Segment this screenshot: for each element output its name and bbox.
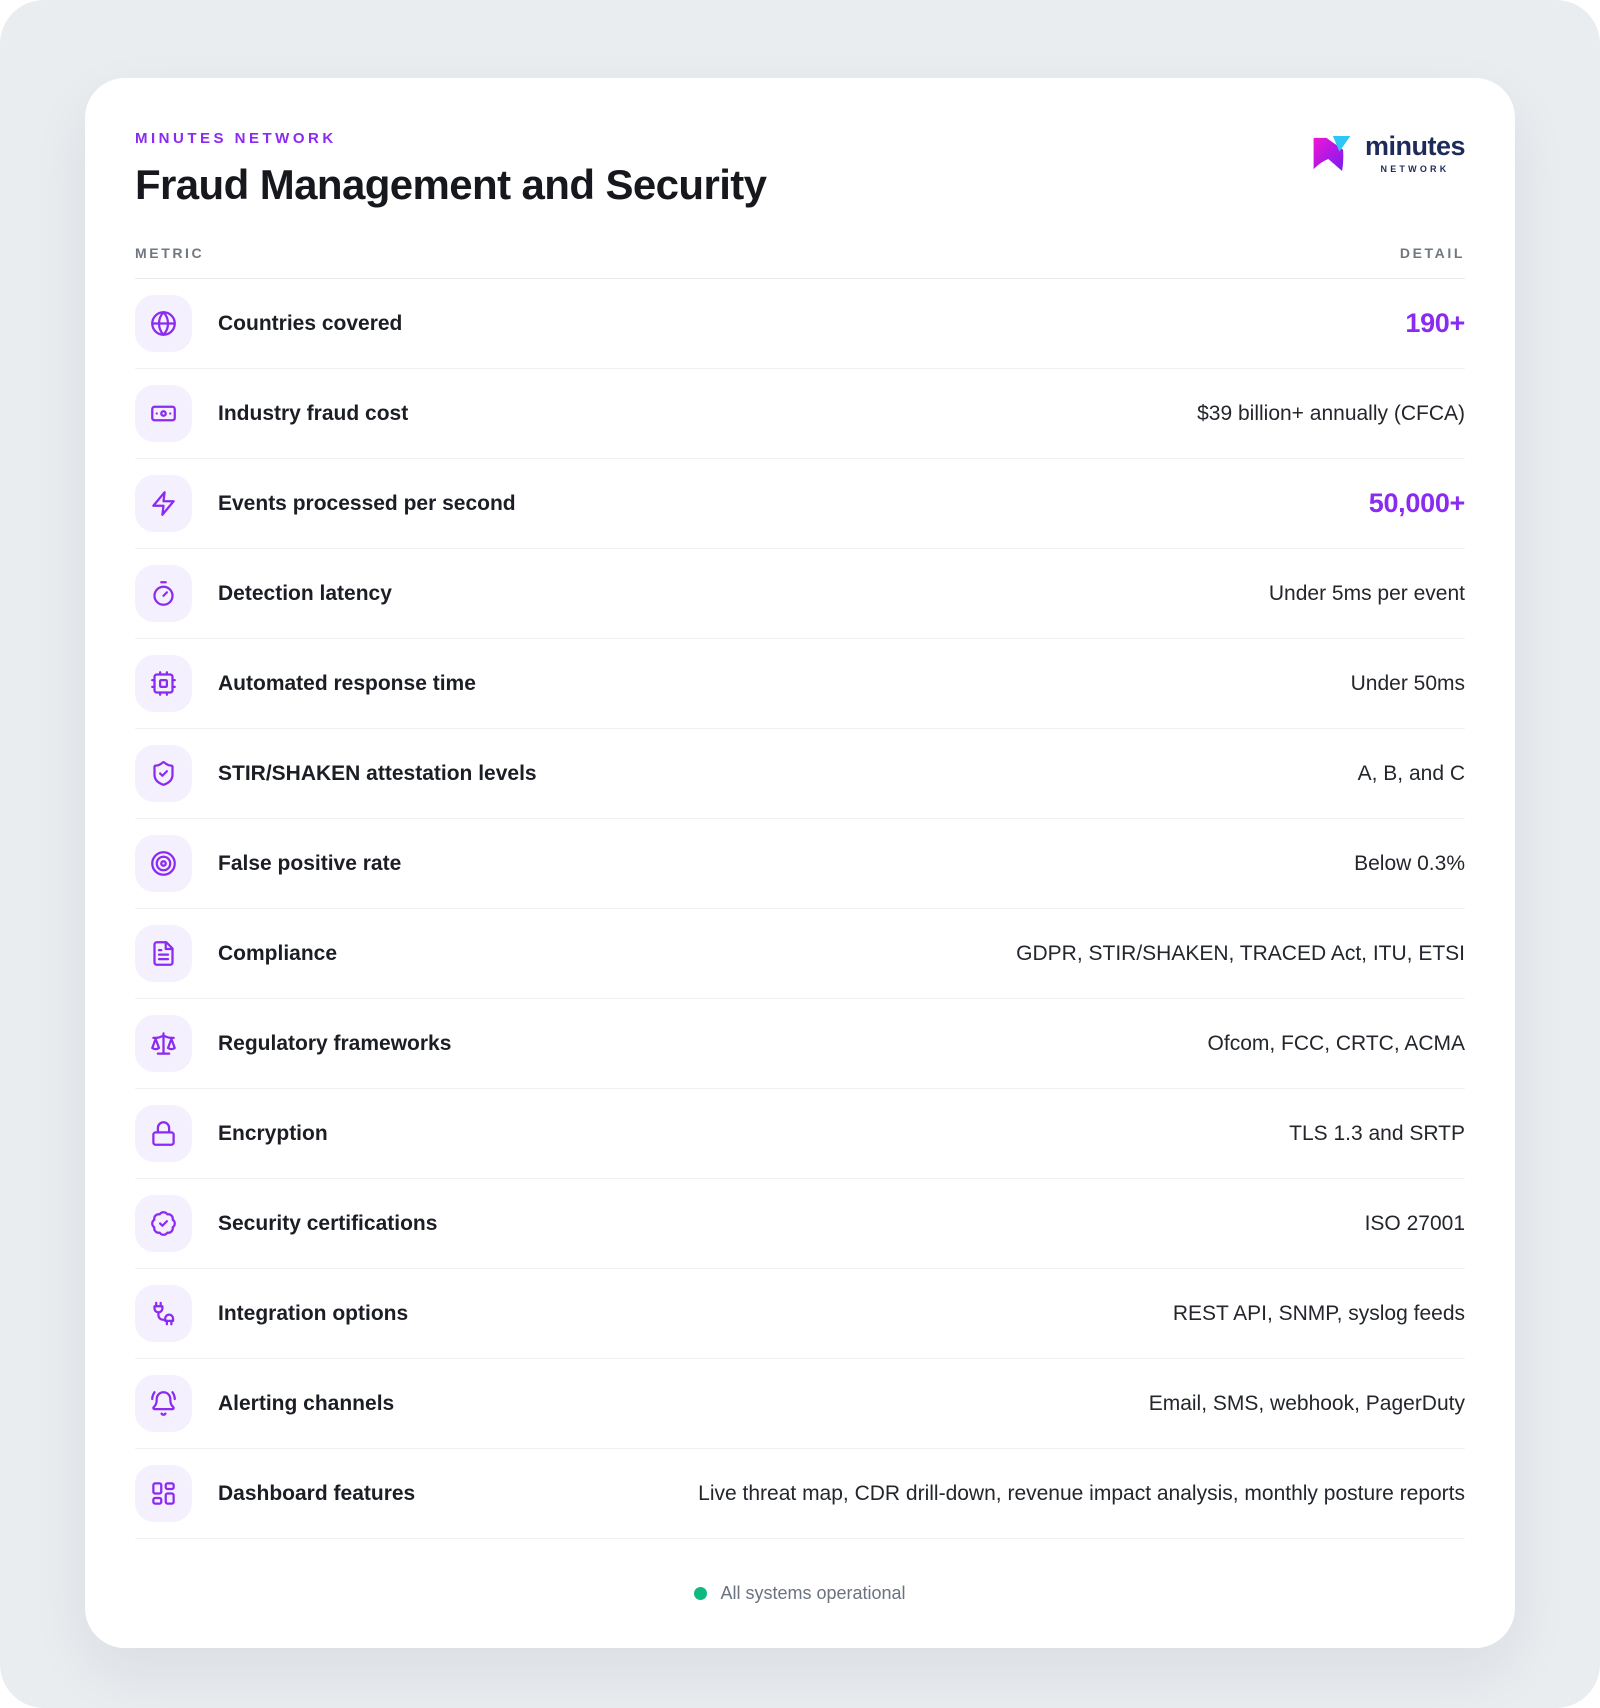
metric-label: Alerting channels bbox=[218, 1391, 395, 1415]
minutes-logo-icon bbox=[1309, 132, 1355, 174]
status-text: All systems operational bbox=[720, 1583, 906, 1603]
table-row bbox=[135, 1269, 1465, 1359]
detail-value: Under 5ms per event bbox=[1268, 581, 1465, 605]
timer-icon bbox=[135, 565, 192, 622]
table-row bbox=[135, 819, 1465, 909]
metric-label: Encryption bbox=[218, 1121, 328, 1145]
table-row bbox=[135, 999, 1465, 1089]
table-row bbox=[135, 909, 1465, 999]
detail-value: Live threat map, CDR drill-down, revenue impact analysis, monthly posture reports bbox=[698, 1481, 1465, 1505]
detail-value: Under 50ms bbox=[1350, 671, 1465, 695]
metrics-card bbox=[85, 78, 1515, 1648]
metric-label: Industry fraud cost bbox=[218, 401, 409, 425]
table-row bbox=[135, 549, 1465, 639]
cpu-icon bbox=[135, 655, 192, 712]
detail-value: 190+ bbox=[1405, 308, 1465, 338]
table-row bbox=[135, 459, 1465, 549]
status-footer bbox=[135, 1539, 1465, 1648]
cable-icon bbox=[135, 1285, 192, 1342]
metric-label: Regulatory frameworks bbox=[218, 1031, 452, 1055]
metric-label: False positive rate bbox=[218, 851, 402, 875]
column-header-detail: DETAIL bbox=[1399, 245, 1465, 261]
detail-value: REST API, SNMP, syslog feeds bbox=[1172, 1301, 1465, 1325]
detail-value: Below 0.3% bbox=[1354, 851, 1465, 875]
detail-value: TLS 1.3 and SRTP bbox=[1289, 1121, 1465, 1145]
column-header-metric: METRIC bbox=[135, 245, 205, 261]
table-row bbox=[135, 729, 1465, 819]
shield-check-icon bbox=[135, 745, 192, 802]
metric-label: Automated response time bbox=[218, 671, 476, 695]
banknote-icon bbox=[135, 385, 192, 442]
detail-value: Ofcom, FCC, CRTC, ACMA bbox=[1207, 1031, 1465, 1055]
metric-label: Events processed per second bbox=[218, 491, 516, 515]
logo-name: minutes bbox=[1364, 130, 1465, 161]
table-row bbox=[135, 1089, 1465, 1179]
detail-value: 50,000+ bbox=[1368, 488, 1465, 518]
table-row bbox=[135, 1449, 1465, 1539]
card-header bbox=[135, 78, 1465, 209]
metric-label: Integration options bbox=[218, 1301, 409, 1325]
scale-icon bbox=[135, 1015, 192, 1072]
detail-value: Email, SMS, webhook, PagerDuty bbox=[1148, 1391, 1465, 1415]
lock-icon bbox=[135, 1105, 192, 1162]
badge-check-icon bbox=[135, 1195, 192, 1252]
layout-dashboard-icon bbox=[135, 1465, 192, 1522]
logo-wordmark bbox=[1364, 130, 1465, 174]
bell-ring-icon bbox=[135, 1375, 192, 1432]
metric-label: Compliance bbox=[218, 941, 338, 965]
metric-label: Dashboard features bbox=[218, 1481, 416, 1505]
page-title: Fraud Management and Security bbox=[135, 161, 767, 208]
globe-icon bbox=[135, 295, 192, 352]
table-column-headers bbox=[135, 245, 1465, 279]
metric-label: Countries covered bbox=[218, 311, 403, 335]
logo-subtitle: NETWORK bbox=[1380, 163, 1450, 174]
table-row bbox=[135, 279, 1465, 369]
metric-label: Security certifications bbox=[218, 1211, 438, 1235]
eyebrow-label: MINUTES NETWORK bbox=[135, 130, 337, 147]
file-text-icon bbox=[135, 925, 192, 982]
status-ok-dot-icon bbox=[694, 1587, 707, 1600]
metric-label: Detection latency bbox=[218, 581, 392, 605]
metrics-table bbox=[135, 279, 1465, 1539]
table-row bbox=[135, 1179, 1465, 1269]
table-row bbox=[135, 369, 1465, 459]
table-row bbox=[135, 639, 1465, 729]
minutes-network-logo bbox=[1309, 132, 1465, 174]
metric-label: STIR/SHAKEN attestation levels bbox=[218, 761, 537, 785]
detail-value: A, B, and C bbox=[1357, 761, 1465, 785]
header-text-block bbox=[135, 130, 766, 209]
table-row bbox=[135, 1359, 1465, 1449]
detail-value: $39 billion+ annually (CFCA) bbox=[1197, 401, 1465, 425]
zap-icon bbox=[135, 475, 192, 532]
target-icon bbox=[135, 835, 192, 892]
detail-value: ISO 27001 bbox=[1364, 1211, 1465, 1235]
detail-value: GDPR, STIR/SHAKEN, TRACED Act, ITU, ETSI bbox=[1016, 941, 1465, 965]
